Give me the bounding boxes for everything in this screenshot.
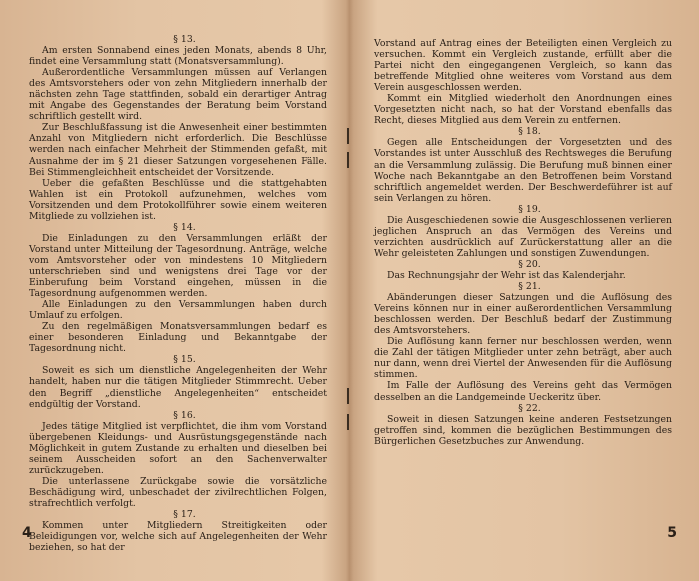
right-page [374,38,672,447]
paragraph: Kommen unter Mitgliedern Streitigkeiten oder Beleidigungen vor, welche sich auf Angelegenheiten der Wehr beziehen, so hat der [29,520,327,554]
section-heading: § 15. [173,354,196,366]
binding-mark [347,414,349,430]
paragraph: Außerordentliche Versammlungen müssen auf Verlangen des Amtsvorstehers oder von zehn Mitgliedern innerhalb der nächsten zehn Tage stattfinden, sobald ein derartiger Antrag mit Angabe des Gegenstandes der Beratung beim Vorstand schriftlich gestellt wird. [29,67,327,123]
paragraph: Jedes tätige Mitglied ist verpflichtet, die ihm vom Vorstand übergebenen Kleidungs- und Ausrüstungsgegenstände nach Möglichkeit in gutem Zustande zu erhalten und dieselben bei seinem Ausscheiden sofort an den Sachenverwalter zurückzugeben. [29,420,327,476]
paragraph: Soweit es sich um dienstliche Angelegenheiten der Wehr handelt, haben nur die tätigen Mitglieder Stimmrecht. Ueber den Begriff „dienstliche Angelegenheiten“ entscheidet endgültig der Vorstand. [29,365,327,410]
section-heading: § 20. [518,258,541,270]
section-heading: § 13. [173,34,196,45]
paragraph: Die Ausgeschiedenen sowie die Ausgeschlossenen verlieren jeglichen Anspruch an das Vermögen des Vereins und verzichten ausdrücklich auf Zurückerstattung aller an die Wehr geleisteten Zahlungen und sonstigen Zuwendungen. [374,214,672,259]
section-heading: § 17. [173,509,196,521]
page-number-right: 5 [667,525,677,541]
paragraph: Abänderungen dieser Satzungen und die Auflösung des Vereins können nur in einer außerordentlichen Versammlung beschlossen werden. Der Beschluß bedarf der Zustimmung des Amtsvorstehers. [374,292,672,337]
paragraph: Zu den regelmäßigen Monatsversammlungen bedarf es einer besonderen Einladung und Bekanntgabe der Tagesordnung nicht. [29,321,327,355]
paragraph: Kommt ein Mitglied wiederholt den Anordnungen eines Vorgesetzten nicht nach, so hat der Vorstand ebenfalls das Recht, dieses Mitglied aus dem Verein zu entfernen. [374,93,672,127]
paragraph: Alle Einladungen zu den Versammlungen haben durch Umlauf zu erfolgen. [29,299,327,322]
binding-mark [347,128,349,144]
binding-mark [347,152,349,168]
paragraph: Das Rechnungsjahr der Wehr ist das Kalenderjahr. [387,269,626,281]
paragraph: Gegen alle Entscheidungen der Vorgesetzten und des Vorstandes ist unter Ausschluß des Rechtsweges die Berufung an die Versammlung zulässig. Die Berufung muß binnen einer Woche nach Bekanntgabe an den Betroffenen beim Vorstand schriftlich angemeldet werden. Der Beschwerdeführer ist auf sein Verlangen zu hören. [374,137,672,204]
section-heading: § 16. [173,409,196,421]
paragraph: Zur Beschlußfassung ist die Anwesenheit einer bestimmten Anzahl von Mitgliedern nicht erforderlich. Die Beschlüsse werden nach einfacher Mehrheit der Stimmenden gefaßt, mit Ausnahme der im § 21 dieser Satzungen vorgesehenen Fälle. Bei Stimmengleichheit entscheidet der Vorsitzende. [29,122,327,178]
paragraph: Die Einladungen zu den Versammlungen erläßt der Vorstand unter Mitteilung der Tagesordnung. Anträge, welche vom Amtsvorsteher oder von mindestens 10 Mitgliedern unterschrieben sind und wenigstens drei Tage vor der Einberufung beim Vorstand eingehen, müssen in die Tagesordnung aufgenommen werden. [29,232,327,300]
section-heading: § 19. [518,203,541,215]
paragraph-continued: Vorstand auf Antrag eines der Beteiligten einen Vergleich zu versuchen. Kommt ein Vergleich zustande, erfüllt aber die Partei nicht den eingegangenen Vergleich, so kann das betreffende Mitglied ohne weiteres vom Vorstand aus dem Verein ausgeschlossen werden. [374,38,672,94]
paragraph: Die Auflösung kann ferner nur beschlossen werden, wenn die Zahl der tätigen Mitglieder unter zehn beträgt, aber auch nur dann, wenn drei Viertel der Anwesenden für die Auflösung stimmen. [374,336,672,381]
section-heading: § 21. [518,281,541,293]
paragraph: Soweit in diesen Satzungen keine anderen Festsetzungen getroffen sind, kommen die bezüglichen Bestimmungen des Bürgerlichen Gesetzbuches zur Anwendung. [374,413,672,447]
paragraph: Die unterlassene Zurückgabe sowie die vorsätzliche Beschädigung wird, unbeschadet der zivilrechtlichen Folgen, strafrechtlich verfolgt. [29,475,327,509]
paragraph: Ueber die gefaßten Beschlüsse und die stattgehabten Wahlen ist ein Protokoll aufzunehmen, welches vom Vorsitzenden und dem Protokollführer sowie einem weiteren Mitgliede zu vollziehen ist. [29,177,327,222]
section-heading: § 22. [518,402,541,414]
left-page [29,34,327,553]
paragraph: Am ersten Sonnabend eines jeden Monats, abends 8 Uhr, findet eine Versammlung statt (Monatsversammlung). [29,45,327,68]
section-heading: § 14. [173,221,196,233]
page-number-left: 4 [22,525,32,541]
binding-mark [347,388,349,404]
paragraph: Im Falle der Auflösung des Vereins geht das Vermögen desselben an die Landgemeinde Ueckeritz über. [374,380,672,403]
section-heading: § 18. [518,126,541,138]
